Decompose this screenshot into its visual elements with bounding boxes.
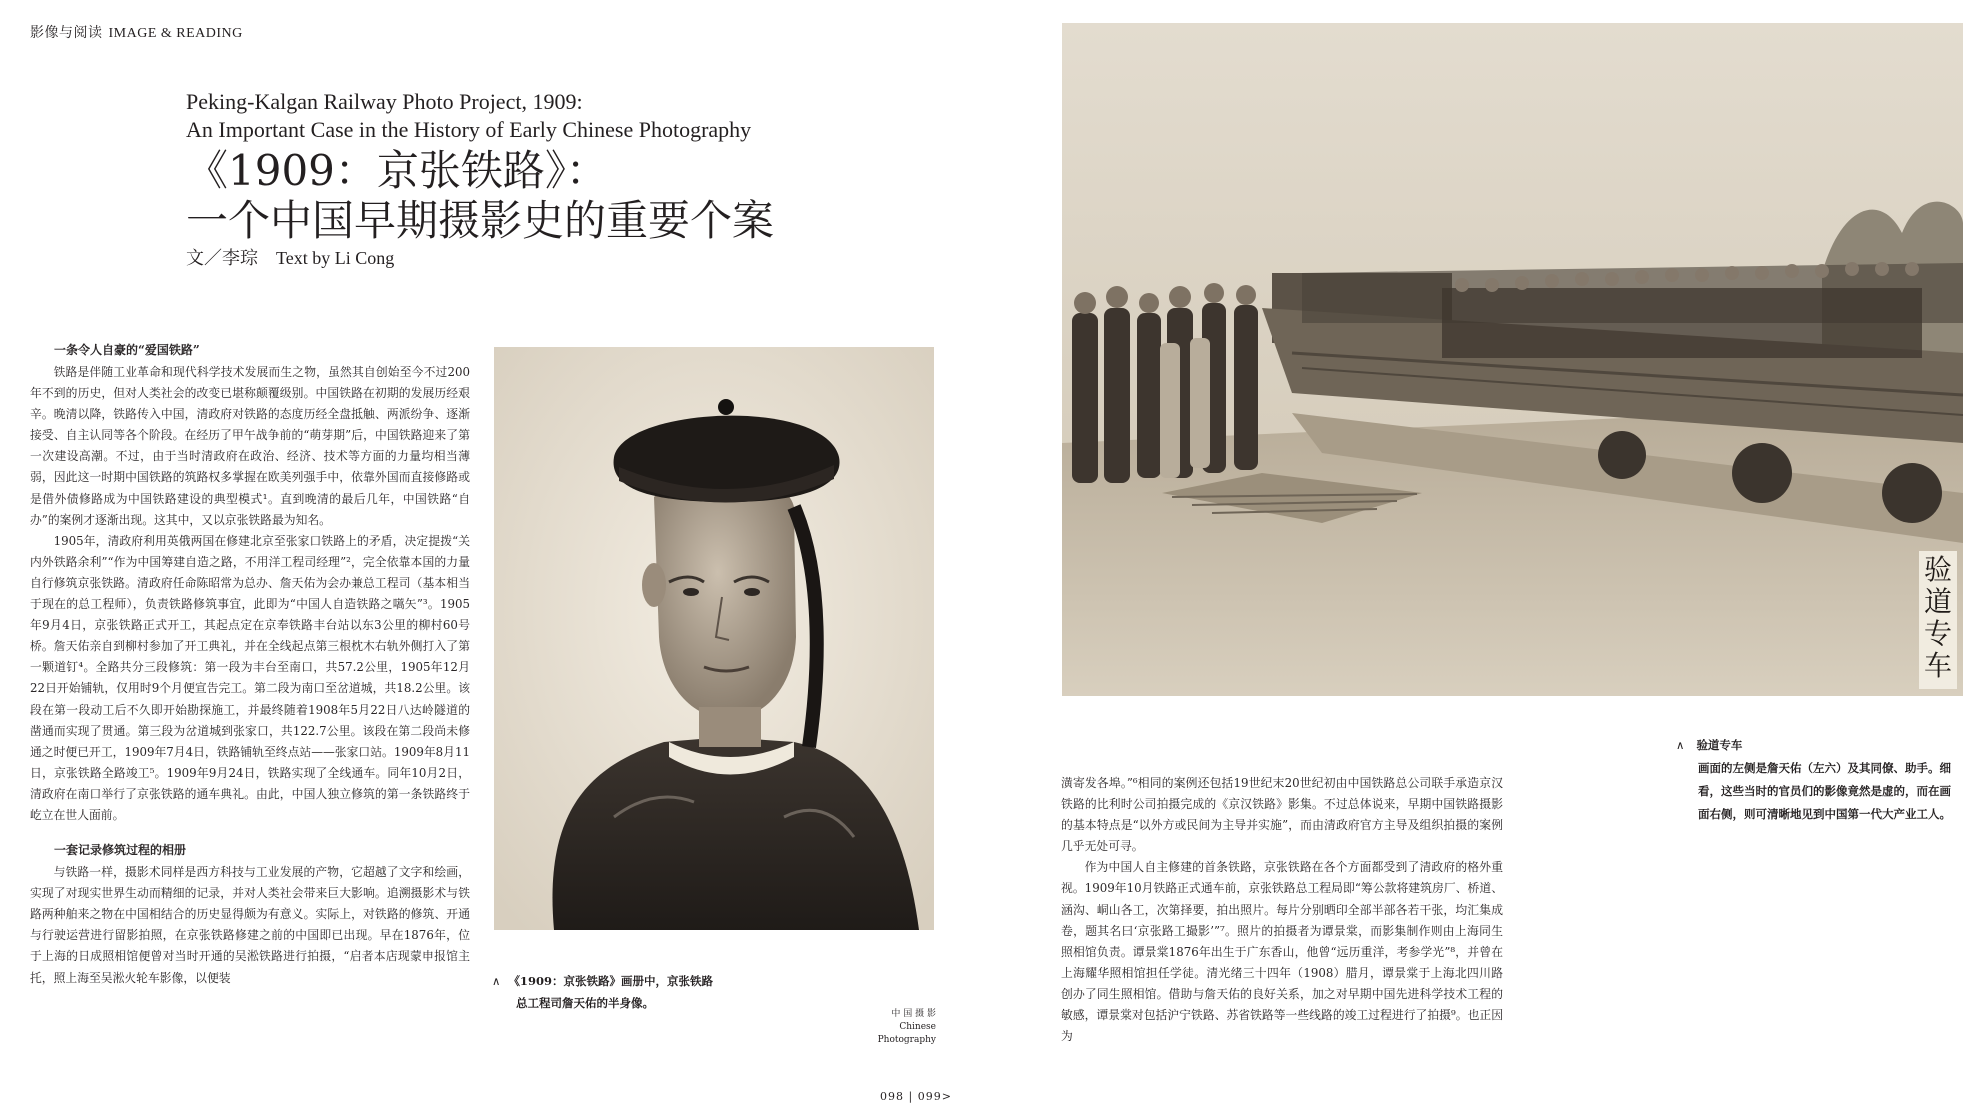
english-title-line-2: An Important Case in the History of Early Chinese Photography xyxy=(186,117,752,142)
section-header-zh: 影像与阅读 xyxy=(30,25,103,41)
byline-zh: 文／李琮 xyxy=(186,248,258,269)
train-illustration xyxy=(1062,23,1963,696)
train-inspection-photo xyxy=(1062,23,1963,696)
english-title-line-1: Peking-Kalgan Railway Photo Project, 1909: xyxy=(186,89,583,114)
portrait-caption xyxy=(492,970,812,1014)
section-heading-photo-album: 一套记录修筑过程的相册 xyxy=(54,843,187,858)
section-header-en: IMAGE & READING xyxy=(108,26,243,41)
paragraph: 与铁路一样，摄影术同样是西方科技与工业发展的产物，它超越了文字和绘画，实现了对现实世界生动而精细的记录，并对人类社会带来巨大影响。追溯摄影术与铁路两种舶来之物在中国相结合的历史显得颇为有意义。实际上，对铁路的修筑、开通与行驶运营进行留影拍照，在京张铁路修建之前的中国即已出现。早在1876年，位于上海的日成照相馆便曾对当时开通的吴淞铁路进行拍摄，“启者本店现蒙申报馆主托，照上海至吴淞火轮车影像，以便装 xyxy=(30,865,470,985)
train-caption-text: 画面的左侧是詹天佑（左六）及其同僚、助手。细看，这些当时的官员们的影像竟然是虚的，而在画面右侧，则可清晰地见到中国第一代大产业工人。 xyxy=(1698,761,1951,821)
workers-crowd xyxy=(1442,288,1922,358)
english-title xyxy=(186,88,751,144)
chinese-title xyxy=(186,146,774,246)
article-column-3 xyxy=(1061,773,1503,1047)
photo-stamp xyxy=(1924,553,1952,682)
train-caption-title-line xyxy=(1676,734,1962,757)
magazine-credit xyxy=(870,1008,936,1047)
photo-stamp-char: 验 xyxy=(1923,553,1953,586)
byline-en: Text by Li Cong xyxy=(276,248,395,268)
train-caption-title: 验道专车 xyxy=(1696,738,1743,752)
caption-arrow-icon: ∧ xyxy=(492,974,501,988)
section-header xyxy=(30,22,243,42)
chinese-title-line-1: 《1909：京张铁路》： xyxy=(186,146,608,195)
paragraph: 潢寄发各埠。”⁶相同的案例还包括19世纪末20世纪初由中国铁路总公司联手承造京汉铁路的比利时公司拍摄完成的《京汉铁路》影集。不过总体说来，早期中国铁路摄影的基本特点是“以外方或民间为主导并实施”，而由清政府官方主导及组织拍摄的案例几乎无处可寻。 xyxy=(1061,776,1503,854)
portrait-illustration xyxy=(494,347,934,930)
portrait-caption-line-2: 总工程司詹天佑的半身像。 xyxy=(516,996,654,1010)
photo-stamp-char: 专 xyxy=(1923,617,1953,650)
chinese-title-line-2: 一个中国早期摄影史的重要个案 xyxy=(186,196,775,245)
train-caption xyxy=(1676,734,1962,826)
portrait-caption-line-1: ∧ 《1909：京张铁路》画册中，京张铁路 xyxy=(492,974,713,988)
paragraph: 作为中国人自主修建的首条铁路，京张铁路在各个方面都受到了清政府的格外重视。1909年10月铁路正式通车前，京张铁路总工程局即“筹公款将建筑房厂、桥道、涵沟、峒山各工，次第择要，拍出照片。每片分别晒印全部半部各若干张，均汇集成卷，题其名曰‘京张路工撮影’”⁷。照片的拍摄者为谭景棠，而影集制作则由上海同生照相馆负责。谭景棠1876年出生于广东香山，他曾“远历重洋，考参学光”⁸，并曾在上海耀华照相馆担任学徒。清光绪三十四年（1908）腊月，谭景棠于上海北四川路创办了同生照相馆。借助与詹天佑的良好关系，加之对早期中国先进科学技术工程的敏感，谭景棠对包括沪宁铁路、苏省铁路等一些线路的竣工过程进行了拍摄⁹。也正因为 xyxy=(1061,860,1503,1044)
paragraph: 1905年，清政府利用英俄两国在修建北京至张家口铁路上的矛盾，决定提拨“关内外铁路余利”“作为中国筹建自造之路，不用洋工程司经理”²，完全依靠本国的力量自行修筑京张铁路。清政府任命陈昭常为总办、詹天佑为会办兼总工程司（基本相当于现在的总工程师），负责铁路修筑事宜，此即为“中国人自造铁路之嚆矢”³。1905年9月4日，京张铁路正式开工，其起点定在京奉铁路丰台站以东3公里的柳村60号桥。詹天佑亲自到柳村参加了开工典礼，并在全线起点第三根枕木右轨外侧打入了第一颗道钉⁴。全路共分三段修筑：第一段为丰台至南口，共57.2公里，1905年12月22日开始铺轨，仅用时9个月便宣告完工。第二段为南口至岔道城，共18.2公里。该段在第一段动工后不久即开始勘探施工，并最终随着1908年5月22日八达岭隧道的凿通而实现了贯通。第三段为岔道城到张家口，共122.7公里。该段在第二段尚未修通之时便已开工，1909年7月4日，铁路铺轨至终点站——张家口站。1909年8月11日，京张铁路全路竣工⁵。1909年9月24日，铁路实现了全线通车。同年10月2日，清政府在南口举行了京张铁路的通车典礼。由此，中国人独立修筑的第一条铁路终于屹立在世人面前。 xyxy=(30,533,470,822)
page-numbers: 098 | 099> xyxy=(880,1090,952,1103)
photo-stamp-char: 车 xyxy=(1923,649,1953,682)
credit-en-1: Chinese xyxy=(899,1022,936,1032)
article-column-1 xyxy=(30,340,470,989)
portrait-photo-zhan-tianyou xyxy=(494,347,934,930)
credit-en-2: Photography xyxy=(877,1035,936,1045)
photo-stamp-char: 道 xyxy=(1923,585,1953,618)
byline xyxy=(186,244,394,270)
caption-arrow-icon: ∧ xyxy=(1676,738,1685,752)
section-heading-patriotic-railway: 一条令人自豪的“爱国铁路” xyxy=(54,343,200,357)
credit-zh: 中 国 摄 影 xyxy=(891,1009,936,1019)
paragraph: 铁路是伴随工业革命和现代科学技术发展而生之物，虽然其自创始至今不过200年不到的历史，但对人类社会的改变已堪称颠覆级别。中国铁路在初期的发展历经艰辛。晚清以降，铁路传入中国，清政府对铁路的态度历经全盘抵触、两派纷争、逐渐接受、自主认同等各个阶段。在经历了甲午战争前的“萌芽期”后，中国铁路迎来了第一次建设高潮。不过，由于当时清政府在政治、经济、技术等方面的力量均相当薄弱，因此这一时期中国铁路的筑路权多掌握在欧美列强手中，依靠外国而直接修路或是借外债修路成为中国铁路建设的典型模式¹。直到晚清的最后几年，中国铁路“自办”的案例才逐渐出现。这其中，又以京张铁路最为知名。 xyxy=(30,365,470,527)
